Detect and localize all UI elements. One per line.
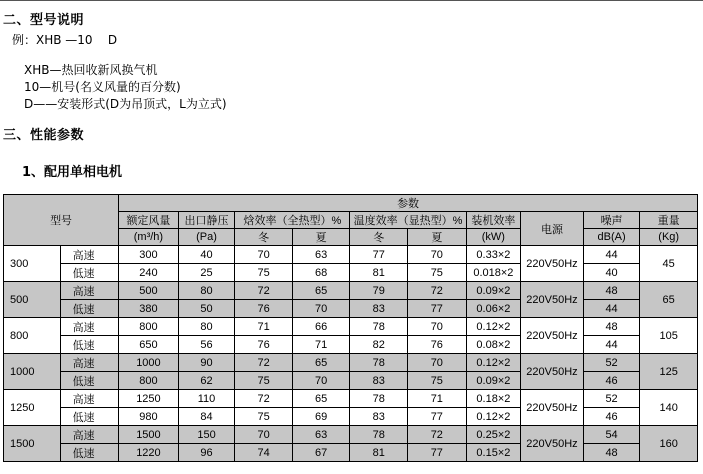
header-weight: 重量 bbox=[640, 212, 698, 229]
enthalpy-winter-cell: 76 bbox=[235, 300, 293, 318]
table-row bbox=[4, 444, 698, 462]
pressure-cell: 80 bbox=[178, 282, 235, 300]
table-row bbox=[4, 372, 698, 390]
airflow-cell: 500 bbox=[119, 282, 179, 300]
header-pressure: 出口静压 bbox=[178, 212, 235, 229]
airflow-cell: 800 bbox=[119, 318, 179, 336]
power-cell: 0.12×2 bbox=[466, 354, 521, 372]
temp-winter-cell: 83 bbox=[350, 300, 408, 318]
section-title-model: 二、型号说明 bbox=[3, 13, 85, 28]
temp-summer-cell: 77 bbox=[408, 444, 467, 462]
header-enthalpy-winter: 冬 bbox=[235, 229, 293, 246]
header-enthalpy: 焓效率（全热型）% bbox=[235, 212, 350, 229]
header-model: 型号 bbox=[4, 195, 119, 246]
header-pressure-unit: (Pa) bbox=[178, 229, 235, 246]
pressure-cell: 96 bbox=[178, 444, 235, 462]
airflow-cell: 1220 bbox=[119, 444, 179, 462]
header-noise: 噪声 bbox=[583, 212, 640, 229]
pressure-cell: 50 bbox=[178, 300, 235, 318]
supply-cell: 220V50Hz bbox=[521, 390, 584, 426]
table-row bbox=[4, 282, 698, 300]
temp-winter-cell: 79 bbox=[350, 282, 408, 300]
power-cell: 0.18×2 bbox=[466, 390, 521, 408]
model-cell: 1250 bbox=[4, 390, 61, 426]
model-line-3: D——安装形式(D为吊顶式，L为立式) bbox=[24, 97, 227, 111]
enthalpy-summer-cell: 63 bbox=[292, 426, 350, 444]
table-row bbox=[4, 300, 698, 318]
enthalpy-winter-cell: 72 bbox=[235, 390, 293, 408]
enthalpy-winter-cell: 72 bbox=[235, 354, 293, 372]
table-row bbox=[4, 246, 698, 264]
power-cell: 0.018×2 bbox=[466, 264, 521, 282]
temp-winter-cell: 83 bbox=[350, 408, 408, 426]
pressure-cell: 40 bbox=[178, 246, 235, 264]
enthalpy-summer-cell: 70 bbox=[292, 372, 350, 390]
temp-summer-cell: 71 bbox=[408, 390, 467, 408]
temp-winter-cell: 77 bbox=[350, 246, 408, 264]
header-power-unit: (kW) bbox=[466, 229, 521, 246]
noise-cell: 40 bbox=[583, 264, 640, 282]
enthalpy-summer-cell: 63 bbox=[292, 246, 350, 264]
header-supply: 电源 bbox=[521, 212, 584, 246]
speed-cell: 低速 bbox=[60, 444, 119, 462]
model-cell: 300 bbox=[4, 246, 61, 282]
model-line-2: 10—机号(名义风量的百分数) bbox=[24, 80, 181, 94]
noise-cell: 46 bbox=[583, 408, 640, 426]
temp-summer-cell: 72 bbox=[408, 282, 467, 300]
temp-summer-cell: 75 bbox=[408, 372, 467, 390]
power-cell: 0.33×2 bbox=[466, 246, 521, 264]
enthalpy-winter-cell: 70 bbox=[235, 426, 293, 444]
airflow-cell: 380 bbox=[119, 300, 179, 318]
noise-cell: 48 bbox=[583, 282, 640, 300]
weight-cell: 105 bbox=[640, 318, 698, 354]
temp-summer-cell: 70 bbox=[408, 354, 467, 372]
header-enthalpy-summer: 夏 bbox=[292, 229, 350, 246]
pressure-cell: 62 bbox=[178, 372, 235, 390]
section-title-performance: 三、性能参数 bbox=[3, 128, 85, 143]
header-params: 参数 bbox=[119, 195, 698, 212]
temp-winter-cell: 78 bbox=[350, 354, 408, 372]
power-cell: 0.08×2 bbox=[466, 336, 521, 354]
temp-summer-cell: 75 bbox=[408, 264, 467, 282]
noise-cell: 54 bbox=[583, 426, 640, 444]
power-cell: 0.12×2 bbox=[466, 318, 521, 336]
header-temp-winter: 冬 bbox=[350, 229, 408, 246]
airflow-cell: 1250 bbox=[119, 390, 179, 408]
noise-cell: 48 bbox=[583, 318, 640, 336]
speed-cell: 低速 bbox=[60, 264, 119, 282]
supply-cell: 220V50Hz bbox=[521, 282, 584, 318]
airflow-cell: 980 bbox=[119, 408, 179, 426]
temp-summer-cell: 72 bbox=[408, 426, 467, 444]
noise-cell: 44 bbox=[583, 246, 640, 264]
temp-summer-cell: 77 bbox=[408, 300, 467, 318]
temp-winter-cell: 78 bbox=[350, 426, 408, 444]
header-temp: 温度效率（显热型）% bbox=[350, 212, 466, 229]
supply-cell: 220V50Hz bbox=[521, 426, 584, 462]
speed-cell: 高速 bbox=[60, 318, 119, 336]
spec-table bbox=[3, 194, 698, 462]
speed-cell: 低速 bbox=[60, 336, 119, 354]
enthalpy-winter-cell: 75 bbox=[235, 264, 293, 282]
header-airflow-unit: (m³/h) bbox=[119, 229, 179, 246]
table-row bbox=[4, 408, 698, 426]
enthalpy-summer-cell: 71 bbox=[292, 336, 350, 354]
power-cell: 0.25×2 bbox=[466, 426, 521, 444]
speed-cell: 低速 bbox=[60, 408, 119, 426]
model-cell: 800 bbox=[4, 318, 61, 354]
enthalpy-winter-cell: 72 bbox=[235, 282, 293, 300]
noise-cell: 48 bbox=[583, 444, 640, 462]
header-noise-unit: dB(A) bbox=[583, 229, 640, 246]
temp-summer-cell: 76 bbox=[408, 336, 467, 354]
speed-cell: 高速 bbox=[60, 246, 119, 264]
enthalpy-winter-cell: 75 bbox=[235, 408, 293, 426]
weight-cell: 65 bbox=[640, 282, 698, 318]
pressure-cell: 150 bbox=[178, 426, 235, 444]
table-row bbox=[4, 336, 698, 354]
enthalpy-summer-cell: 67 bbox=[292, 444, 350, 462]
supply-cell: 220V50Hz bbox=[521, 318, 584, 354]
noise-cell: 52 bbox=[583, 354, 640, 372]
power-cell: 0.06×2 bbox=[466, 300, 521, 318]
table-row bbox=[4, 264, 698, 282]
temp-winter-cell: 81 bbox=[350, 264, 408, 282]
pressure-cell: 80 bbox=[178, 318, 235, 336]
temp-summer-cell: 70 bbox=[408, 246, 467, 264]
spec-table-body bbox=[4, 246, 698, 462]
table-row bbox=[4, 390, 698, 408]
temp-winter-cell: 81 bbox=[350, 444, 408, 462]
header-weight-unit: (Kg) bbox=[640, 229, 698, 246]
speed-cell: 低速 bbox=[60, 372, 119, 390]
pressure-cell: 25 bbox=[178, 264, 235, 282]
speed-cell: 高速 bbox=[60, 282, 119, 300]
temp-summer-cell: 70 bbox=[408, 318, 467, 336]
model-example: 例：XHB —10 D bbox=[12, 33, 118, 47]
enthalpy-summer-cell: 69 bbox=[292, 408, 350, 426]
temp-summer-cell: 77 bbox=[408, 408, 467, 426]
noise-cell: 44 bbox=[583, 336, 640, 354]
speed-cell: 高速 bbox=[60, 390, 119, 408]
enthalpy-winter-cell: 70 bbox=[235, 246, 293, 264]
enthalpy-winter-cell: 74 bbox=[235, 444, 293, 462]
temp-winter-cell: 78 bbox=[350, 318, 408, 336]
model-line-1: XHB—热回收新风换气机 bbox=[24, 63, 158, 77]
temp-winter-cell: 83 bbox=[350, 372, 408, 390]
weight-cell: 125 bbox=[640, 354, 698, 390]
airflow-cell: 650 bbox=[119, 336, 179, 354]
enthalpy-winter-cell: 76 bbox=[235, 336, 293, 354]
weight-cell: 160 bbox=[640, 426, 698, 462]
power-cell: 0.09×2 bbox=[466, 282, 521, 300]
table-row bbox=[4, 318, 698, 336]
top-rule bbox=[0, 0, 703, 1]
supply-cell: 220V50Hz bbox=[521, 246, 584, 282]
section-subtitle-motor: 1、配用单相电机 bbox=[22, 165, 123, 180]
noise-cell: 46 bbox=[583, 372, 640, 390]
temp-winter-cell: 82 bbox=[350, 336, 408, 354]
temp-winter-cell: 78 bbox=[350, 390, 408, 408]
enthalpy-summer-cell: 66 bbox=[292, 318, 350, 336]
header-airflow: 额定风量 bbox=[119, 212, 179, 229]
power-cell: 0.12×2 bbox=[466, 408, 521, 426]
enthalpy-summer-cell: 70 bbox=[292, 300, 350, 318]
speed-cell: 高速 bbox=[60, 426, 119, 444]
airflow-cell: 1500 bbox=[119, 426, 179, 444]
weight-cell: 140 bbox=[640, 390, 698, 426]
enthalpy-winter-cell: 71 bbox=[235, 318, 293, 336]
airflow-cell: 240 bbox=[119, 264, 179, 282]
power-cell: 0.09×2 bbox=[466, 372, 521, 390]
airflow-cell: 1000 bbox=[119, 354, 179, 372]
header-power: 装机效率 bbox=[466, 212, 521, 229]
table-row bbox=[4, 426, 698, 444]
pressure-cell: 56 bbox=[178, 336, 235, 354]
enthalpy-summer-cell: 65 bbox=[292, 282, 350, 300]
model-cell: 1500 bbox=[4, 426, 61, 462]
speed-cell: 低速 bbox=[60, 300, 119, 318]
enthalpy-summer-cell: 68 bbox=[292, 264, 350, 282]
model-cell: 500 bbox=[4, 282, 61, 318]
table-row bbox=[4, 354, 698, 372]
header-temp-summer: 夏 bbox=[408, 229, 467, 246]
pressure-cell: 84 bbox=[178, 408, 235, 426]
pressure-cell: 90 bbox=[178, 354, 235, 372]
noise-cell: 44 bbox=[583, 300, 640, 318]
noise-cell: 52 bbox=[583, 390, 640, 408]
model-cell: 1000 bbox=[4, 354, 61, 390]
supply-cell: 220V50Hz bbox=[521, 354, 584, 390]
airflow-cell: 300 bbox=[119, 246, 179, 264]
enthalpy-summer-cell: 65 bbox=[292, 390, 350, 408]
enthalpy-summer-cell: 65 bbox=[292, 354, 350, 372]
airflow-cell: 800 bbox=[119, 372, 179, 390]
weight-cell: 45 bbox=[640, 246, 698, 282]
enthalpy-winter-cell: 75 bbox=[235, 372, 293, 390]
pressure-cell: 110 bbox=[178, 390, 235, 408]
power-cell: 0.15×2 bbox=[466, 444, 521, 462]
speed-cell: 高速 bbox=[60, 354, 119, 372]
